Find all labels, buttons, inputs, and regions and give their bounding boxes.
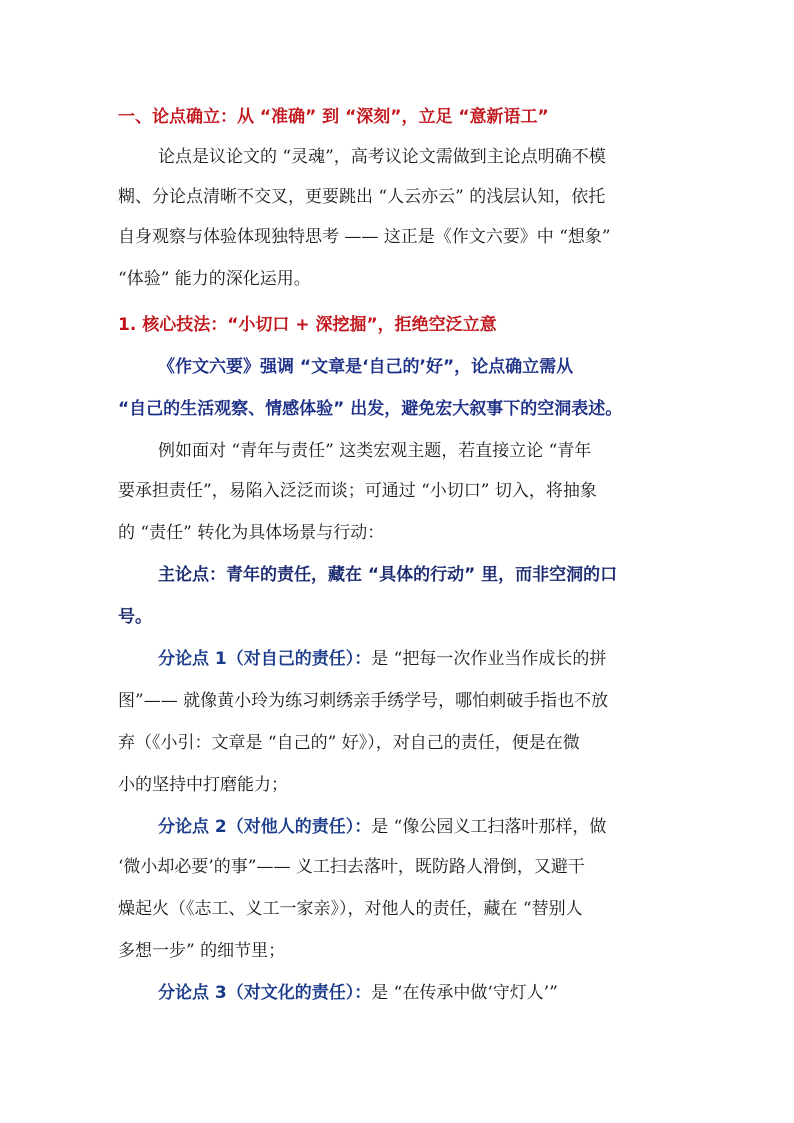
- section-heading: 一、论点确立：从 “准确” 到 “深刻”，立足 “意新语工”: [118, 107, 549, 127]
- intro-line-1: 论点是议论文的 “灵魂”，高考议论文需做到主论点明确不模: [158, 147, 606, 167]
- sub-point-2-line-4: 多想一步” 的细节里；: [118, 941, 286, 961]
- example-line-3: 的 “责任” 转化为具体场景与行动：: [118, 523, 385, 543]
- subheading: 1. 核心技法：“小切口 + 深挖掘”，拒绝空泛立意: [118, 315, 497, 335]
- sub-point-3-line-1: [158, 979, 688, 1007]
- emphasis-line-1: 《作文六要》强调 “文章是‘自己的’好”，论点确立需从: [158, 357, 574, 377]
- sub-point-2-line-1: [158, 813, 688, 841]
- sub-point-3-label: 分论点 3（对文化的责任）：: [158, 983, 372, 1003]
- sub-point-1-text: 是 “把每一次作业当作成长的拼: [371, 649, 607, 669]
- sub-point-1-line-3: 弃（《小引：文章是 “自己的” 好》），对自己的责任，便是在微: [118, 733, 580, 753]
- sub-point-2-line-2: ‘微小却必要’的事”—— 义工扫去落叶，既防路人滑倒，又避干: [118, 857, 585, 877]
- sub-point-2-text: 是 “像公园义工扫落叶那样，做: [371, 817, 607, 837]
- sub-point-2-line-3: 燥起火（《志工、义工一家亲》），对他人的责任，藏在 “替别人: [118, 899, 583, 919]
- sub-point-1-line-1: [158, 645, 688, 673]
- intro-line-4: “体验” 能力的深化运用。: [118, 269, 311, 289]
- example-line-1: 例如面对 “青年与责任” 这类宏观主题，若直接立论 “青年: [158, 441, 592, 461]
- sub-point-3-text: 是 “在传承中做‘守灯人’”: [371, 983, 558, 1003]
- sub-point-1-line-4: 小的坚持中打磨能力；: [118, 775, 288, 795]
- intro-line-2: 糊、分论点清晰不交叉，更要跳出 “人云亦云” 的浅层认知，依托: [118, 187, 606, 207]
- sub-point-1-line-2: 图”—— 就像黄小玲为练习刺绣亲手绣学号，哪怕刺破手指也不放: [118, 691, 609, 711]
- main-point-line-2: 号。: [118, 607, 152, 627]
- main-point-line-1: 主论点：青年的责任，藏在 “具体的行动” 里，而非空洞的口: [158, 565, 618, 585]
- sub-point-1-label: 分论点 1（对自己的责任）：: [158, 649, 372, 669]
- intro-line-3: 自身观察与体验体现独特思考 —— 这正是《作文六要》中 “想象”: [118, 227, 611, 247]
- emphasis-line-2: “自己的生活观察、情感体验” 出发，避免宏大叙事下的空洞表述。: [118, 399, 623, 419]
- example-line-2: 要承担责任”，易陷入泛泛而谈；可通过 “小切口” 切入，将抽象: [118, 481, 597, 501]
- sub-point-2-label: 分论点 2（对他人的责任）：: [158, 817, 372, 837]
